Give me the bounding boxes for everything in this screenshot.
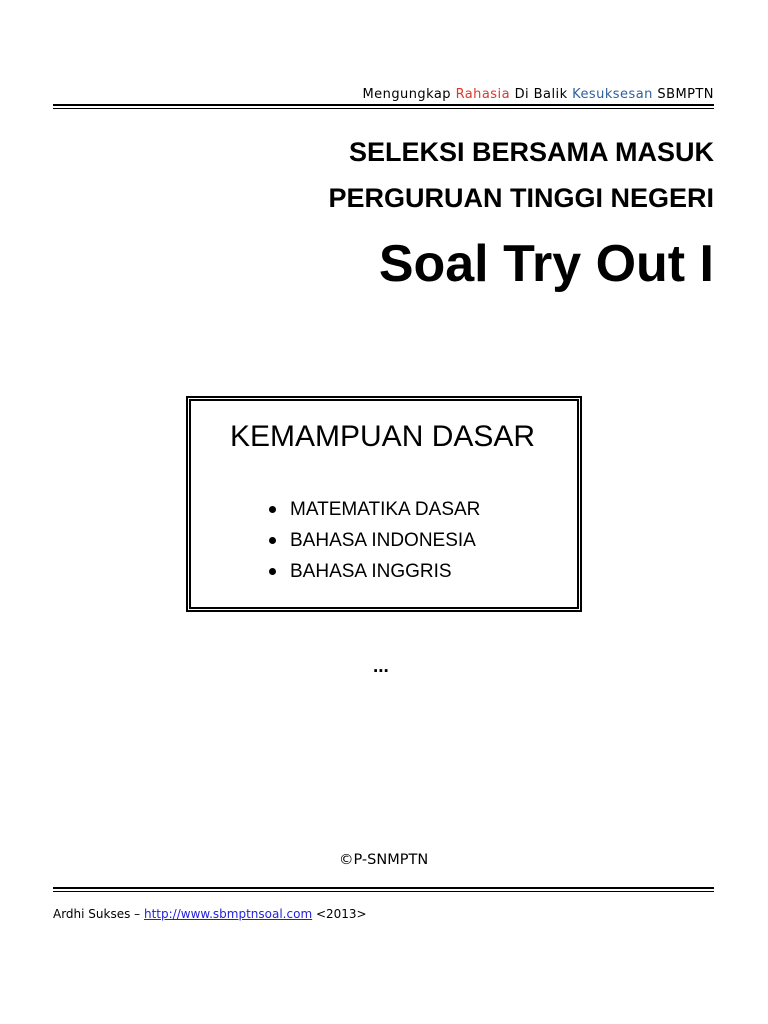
- subject-item: [269, 494, 480, 525]
- bullet-icon: [269, 568, 276, 575]
- bullet-icon: [269, 506, 276, 513]
- footer-divider: [53, 887, 714, 892]
- header-text-2: Di Balik: [509, 87, 573, 102]
- header-highlight-rahasia: Rahasia: [455, 87, 510, 102]
- box-heading: KEMAMPUAN DASAR: [230, 420, 536, 453]
- copyright-notice: ©P-SNMPTN: [339, 852, 429, 868]
- header-text-1: Mengungkap: [362, 87, 456, 102]
- header-highlight-kesuksesan: Kesuksesan: [572, 87, 653, 102]
- subject-box: [186, 396, 582, 612]
- footer-author: Ardhi Sukses –: [53, 907, 144, 921]
- subject-label: BAHASA INGGRIS: [290, 561, 452, 582]
- bullet-icon: [269, 537, 276, 544]
- subject-label: BAHASA INDONESIA: [290, 530, 476, 551]
- ellipsis: ...: [373, 656, 389, 677]
- footer-link[interactable]: http://www.sbmptnsoal.com: [144, 907, 313, 921]
- header-divider: [53, 104, 714, 109]
- header-text-3: SBMPTN: [652, 87, 714, 102]
- footer-year: <2013>: [312, 907, 367, 921]
- title-line-2: PERGURUAN TINGGI NEGERI: [328, 183, 714, 213]
- running-header: [363, 88, 714, 101]
- document-subtitle: Soal Try Out I: [378, 235, 714, 293]
- subject-list: [269, 494, 480, 587]
- footer: [53, 908, 367, 920]
- title-line-1: SELEKSI BERSAMA MASUK: [348, 137, 714, 167]
- subject-item: [269, 525, 480, 556]
- subject-item: [269, 556, 480, 587]
- subject-label: MATEMATIKA DASAR: [290, 499, 481, 520]
